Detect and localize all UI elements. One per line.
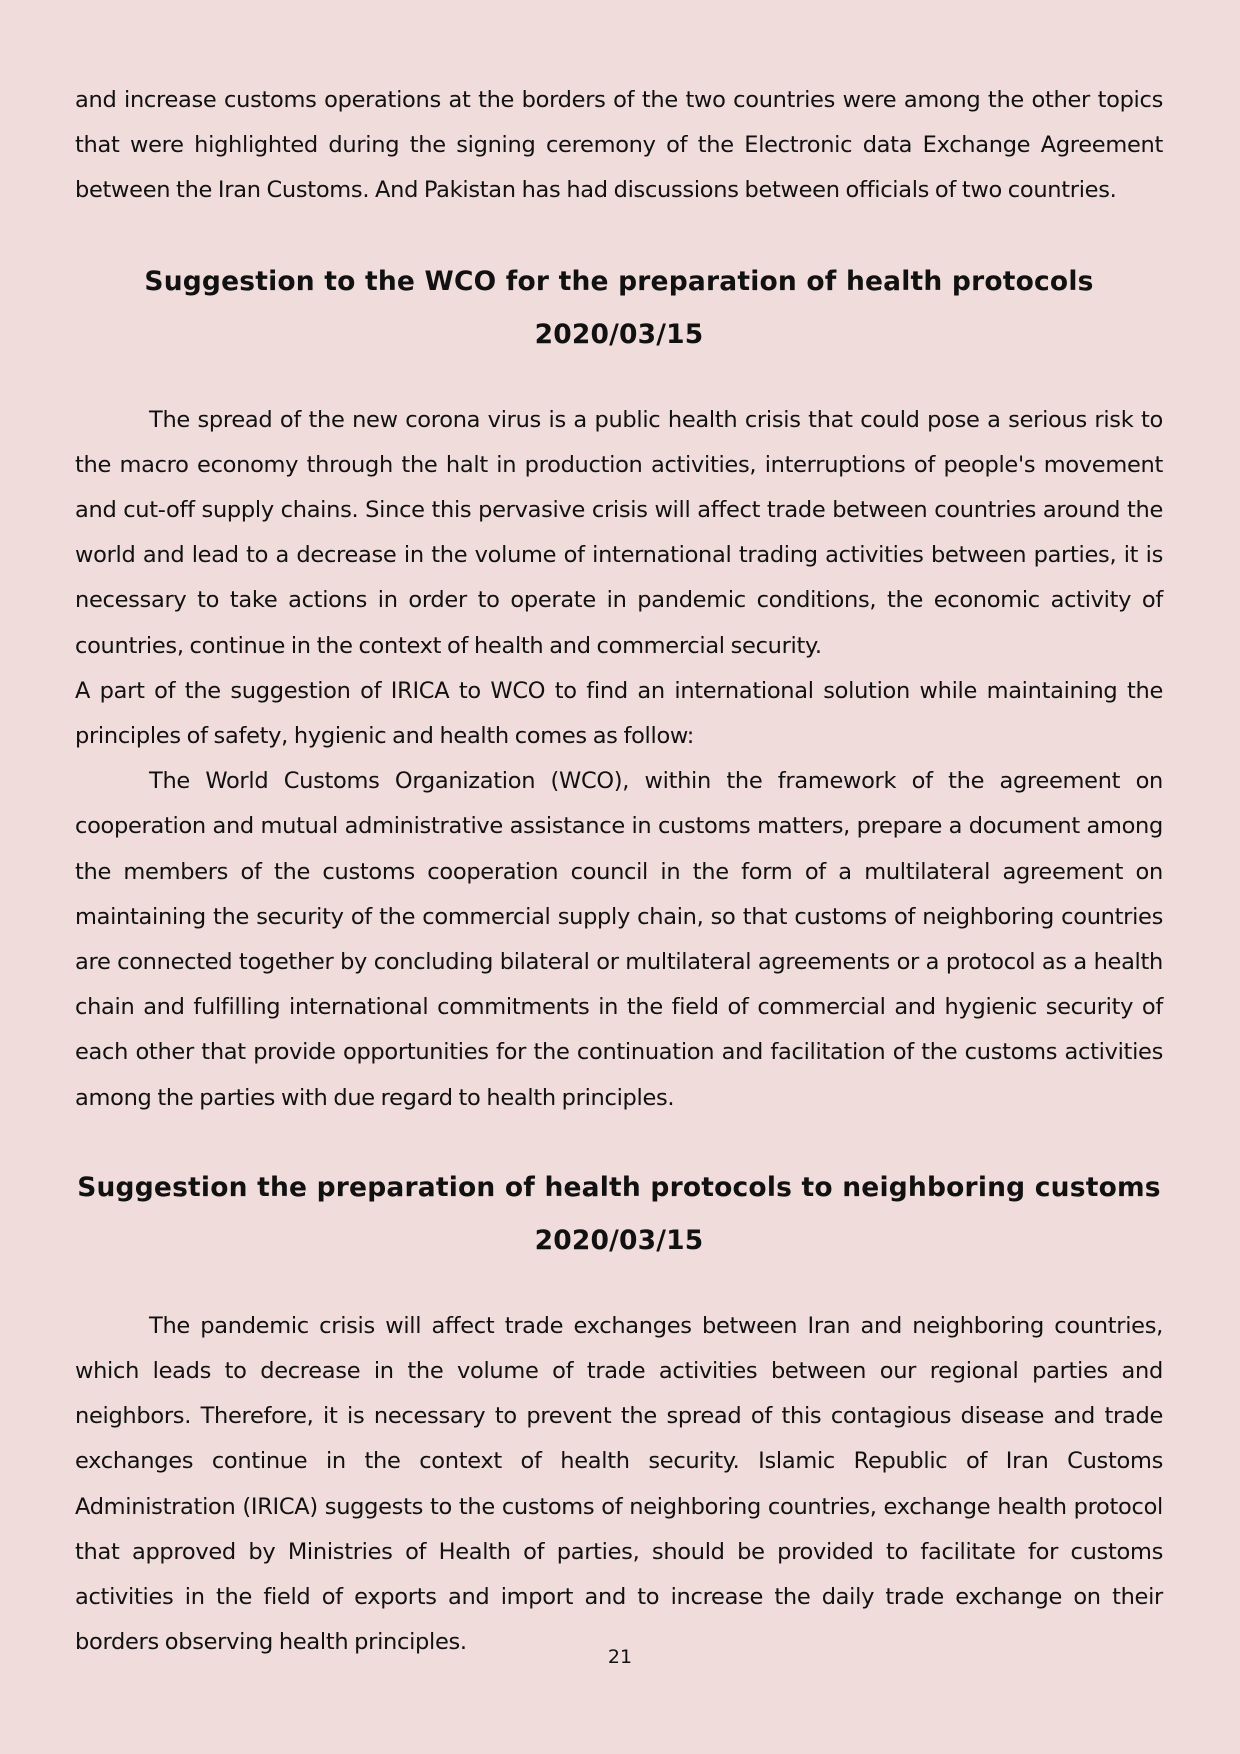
paragraph: The spread of the new corona virus is a public health crisis that could pose a serious risk to the macro economy through the halt in production activities, interruptions of people's movement and cut-off supply chains. Since this pervasive crisis will affect trade between countries around the world and lead to a decrease in the volume of international trading activities between parties, it is necessary to take actions in order to operate in pandemic conditions, the economic activity of countries, continue in the context of health and commercial security. bbox=[75, 406, 1163, 659]
section-date: 2020/03/15 bbox=[534, 318, 704, 350]
document-page bbox=[75, 78, 1163, 1665]
section-wco-health-protocols bbox=[75, 255, 1163, 1121]
section-title: Suggestion to the WCO for the preparation of health protocols bbox=[144, 265, 1094, 297]
page-number: 21 bbox=[607, 1646, 633, 1668]
section-neighboring-customs-protocols bbox=[75, 1161, 1163, 1666]
section-title: Suggestion the preparation of health protocols to neighboring customs bbox=[77, 1171, 1161, 1203]
paragraph: The pandemic crisis will affect trade exchanges between Iran and neighboring countries, which leads to decrease in the volume of trade activities between our regional parties and neighbors. Therefore, it is necessary to prevent the spread of this contagious disease and trade exchanges continue in the context of health security. Islamic Republic of Iran Customs Administration (IRICA) suggests to the customs of neighboring countries, exchange health protocol that approved by Ministries of Health of parties, should be provided to facilitate for customs activities in the field of exports and import and to increase the daily trade exchange on their borders observing health principles. bbox=[75, 1312, 1163, 1656]
paragraph: The World Customs Organization (WCO), within the framework of the agreement on cooperation and mutual administrative assistance in customs matters, prepare a document among the members of the customs cooperation council in the form of a multilateral agreement on maintaining the security of the commercial supply chain, so that customs of neighboring countries are connected together by concluding bilateral or multilateral agreements or a protocol as a health chain and fulfilling international commitments in the field of commercial and hygienic security of each other that provide opportunities for the continuation and facilitation of the customs activities among the parties with due regard to health principles. bbox=[75, 768, 1163, 1111]
section-date: 2020/03/15 bbox=[534, 1224, 704, 1256]
intro-paragraph: and increase customs operations at the borders of the two countries were among the other topics that were highlighted during the signing ceremony of the Electronic data Exchange Agreement between the Iran Customs. And Pakistan has had discussions between officials of two countries. bbox=[75, 87, 1163, 204]
paragraph: A part of the suggestion of IRICA to WCO to find an international solution while maintaining the principles of safety, hygienic and health comes as follow: bbox=[75, 677, 1163, 750]
